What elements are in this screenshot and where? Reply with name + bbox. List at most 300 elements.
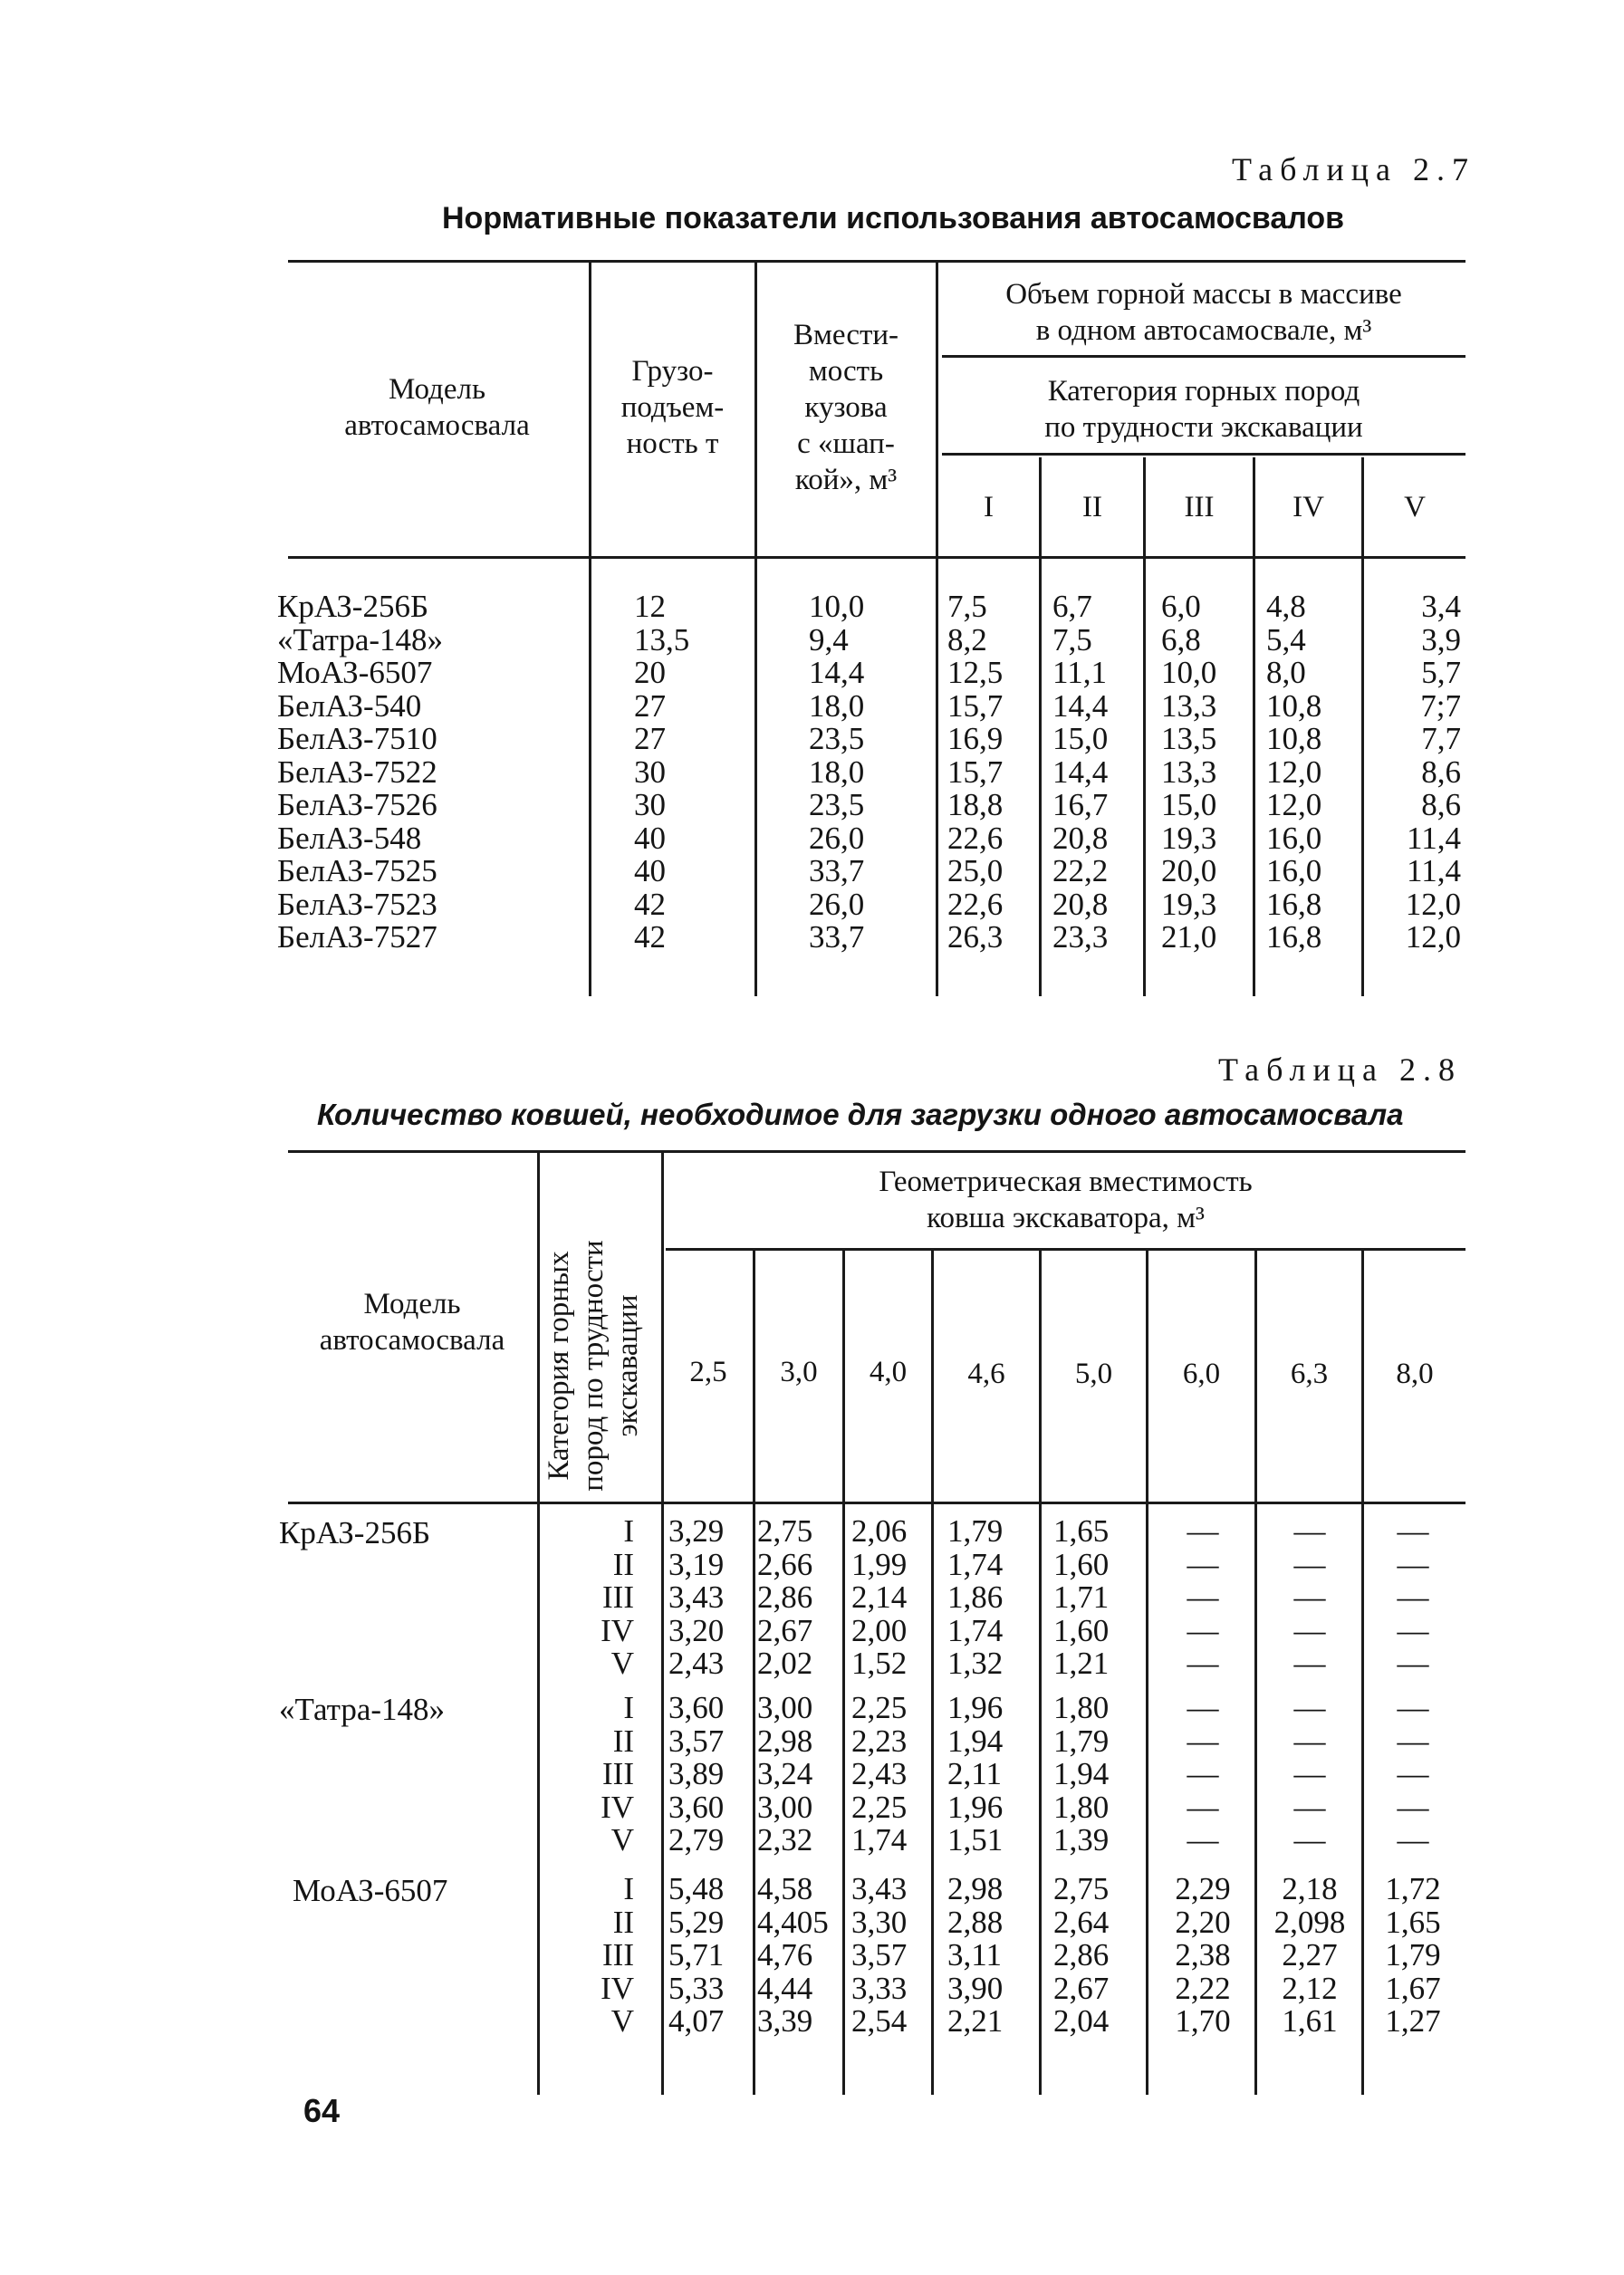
table-cell: 1,67 xyxy=(1385,1970,1441,2006)
table-cell: 33,7 xyxy=(809,853,865,888)
column-c60 xyxy=(1158,1692,1248,1857)
table-cell: 2,098 xyxy=(1273,1904,1346,1940)
group-header-rule xyxy=(942,355,1465,358)
column-divider xyxy=(589,263,591,996)
table-cell: 1,61 xyxy=(1282,2003,1338,2039)
table-cell: 15,7 xyxy=(947,687,1004,724)
table-cell: 5,33 xyxy=(668,1970,725,2006)
table-cell: 2,43 xyxy=(668,1646,725,1681)
table-cell: 1,72 xyxy=(1385,1871,1441,1906)
table-title: Нормативные показатели использования автосамосвалов xyxy=(442,201,1345,235)
header-bucket: 3,0 xyxy=(780,1356,818,1388)
table-label: Таблица 2.8 xyxy=(1218,1051,1462,1088)
table-cell: 5,4 xyxy=(1266,621,1306,658)
table-cell: 2,86 xyxy=(757,1579,813,1615)
table-cell: IV xyxy=(601,1789,634,1825)
table-cell: 3,39 xyxy=(757,2003,813,2039)
header-bucket: 6,3 xyxy=(1290,1358,1329,1390)
table-cell: 23,3 xyxy=(1052,919,1109,955)
table-cell: 2,18 xyxy=(1282,1871,1338,1906)
table-cell: БелАЗ-540 xyxy=(277,687,422,724)
table-cell: 22,2 xyxy=(1052,853,1109,888)
table-cell: 1,74 xyxy=(947,1546,1004,1582)
header-category: IV xyxy=(1292,491,1324,523)
table-cell: 4,76 xyxy=(757,1937,813,1973)
table-cell: 2,66 xyxy=(757,1546,813,1582)
table-cell: 30 xyxy=(634,754,666,790)
table-cell: 10,0 xyxy=(1161,655,1217,690)
table-cell: 42 xyxy=(634,886,666,922)
cat-v-column xyxy=(1370,590,1461,955)
column-divider xyxy=(1361,457,1364,996)
table-cell: 27 xyxy=(634,687,666,724)
table-cell: 1,39 xyxy=(1053,1822,1110,1857)
table-cell: 16,8 xyxy=(1266,919,1322,955)
table-cell: 12 xyxy=(634,589,666,624)
table-cell: 2,04 xyxy=(1053,2003,1110,2039)
table-cell: 2,06 xyxy=(851,1513,908,1549)
table-cell: 2,27 xyxy=(1282,1937,1338,1973)
table-cell: I xyxy=(623,1690,634,1725)
model-column xyxy=(277,590,585,955)
table-cell: 23,5 xyxy=(809,787,865,822)
table-cell: 3,29 xyxy=(668,1513,725,1549)
table-cell: 4,405 xyxy=(757,1904,829,1940)
table-cell: 22,6 xyxy=(947,820,1004,856)
header-category: II xyxy=(1082,491,1102,523)
column-c63 xyxy=(1264,1873,1355,2039)
table-cell: 7,5 xyxy=(1052,621,1092,658)
table-cell: 14,4 xyxy=(1052,687,1109,724)
table-cell: 12,0 xyxy=(1405,919,1461,955)
table-cell: 3,33 xyxy=(851,1970,908,2006)
table-cell: 1,99 xyxy=(851,1546,908,1582)
table-cell: 5,71 xyxy=(668,1937,725,1973)
column-divider xyxy=(936,263,938,996)
table-cell: 3,20 xyxy=(668,1612,725,1648)
table-cell: II xyxy=(612,1546,634,1582)
table-cell: — xyxy=(1397,1612,1429,1648)
header-bucket: 2,5 xyxy=(689,1356,727,1388)
table-cell: 2,38 xyxy=(1175,1937,1231,1973)
table-cell: — xyxy=(1187,1756,1219,1791)
header-group: Объем горной массы в массиве в одном автосамосвале, м³ xyxy=(1005,278,1402,347)
header-group: Геометрическая вместимость ковша экскаватора, м³ xyxy=(879,1166,1253,1234)
table-cell: БелАЗ-7527 xyxy=(277,919,437,955)
cat-iv-column xyxy=(1266,590,1357,955)
table-cell: — xyxy=(1187,1513,1219,1549)
table-cell: 15,7 xyxy=(947,754,1004,790)
table-cell: V xyxy=(610,1822,634,1857)
table-cell: 3,89 xyxy=(668,1756,725,1791)
table-cell: 12,0 xyxy=(1266,787,1322,822)
table-cell: 1,52 xyxy=(851,1646,908,1681)
table-cell: 10,8 xyxy=(1266,721,1322,756)
table-cell: 25,0 xyxy=(947,853,1004,888)
column-divider xyxy=(1143,457,1146,996)
table-cell: 7;7 xyxy=(1420,687,1461,724)
table-cell: — xyxy=(1293,1822,1326,1857)
table-cell: 16,7 xyxy=(1052,787,1109,822)
table-cell: 2,11 xyxy=(947,1756,1002,1791)
table-cell: 2,98 xyxy=(947,1871,1004,1906)
table-cell: 20,8 xyxy=(1052,820,1109,856)
table-cell: 2,14 xyxy=(851,1579,908,1615)
table-cell: 1,65 xyxy=(1053,1513,1110,1549)
table-cell: — xyxy=(1397,1513,1429,1549)
table-label: Таблица 2.7 xyxy=(1232,151,1475,187)
table-cell: 2,02 xyxy=(757,1646,813,1681)
table-cell: 12,0 xyxy=(1405,886,1461,922)
table-cell: 1,94 xyxy=(1053,1756,1110,1791)
table-cell: 20 xyxy=(634,655,666,690)
table-cell: 26,0 xyxy=(809,886,865,922)
table-cell: 4,8 xyxy=(1266,589,1306,624)
group-model: МоАЗ-6507 xyxy=(293,1873,448,1908)
table-cell: 3,9 xyxy=(1421,621,1461,658)
table-cell: 26,0 xyxy=(809,820,865,856)
table-cell: 8,6 xyxy=(1421,787,1461,822)
table-cell: — xyxy=(1293,1723,1326,1759)
column-c60 xyxy=(1158,1873,1248,2039)
cat-i-column xyxy=(947,590,1038,955)
table-cell: 2,88 xyxy=(947,1904,1004,1940)
page-number: 64 xyxy=(303,2092,341,2129)
table-cell: 11,1 xyxy=(1052,655,1107,690)
table-cell: II xyxy=(612,1904,634,1940)
header-category: Категория горных пород по трудности экскавации xyxy=(543,1240,644,1492)
header-subgroup: Категория горных пород по трудности экскавации xyxy=(1044,375,1363,444)
capacity-column xyxy=(634,590,743,955)
column-c30 xyxy=(757,1515,842,1681)
table-cell: 2,25 xyxy=(851,1789,908,1825)
table-cell: — xyxy=(1293,1756,1326,1791)
table-cell: 33,7 xyxy=(809,919,865,955)
column-c50 xyxy=(1053,1515,1144,1681)
table-cell: 3,4 xyxy=(1421,589,1461,624)
table-cell: 3,60 xyxy=(668,1690,725,1725)
table-cell: 10,0 xyxy=(809,589,865,624)
table-cell: 1,51 xyxy=(947,1822,1004,1857)
column-c60 xyxy=(1158,1515,1248,1681)
table-cell: 2,43 xyxy=(851,1756,908,1791)
table-cell: 3,11 xyxy=(947,1937,1002,1973)
table-cell: БелАЗ-7525 xyxy=(277,853,437,888)
table-cell: 3,00 xyxy=(757,1789,813,1825)
table-cell: 1,96 xyxy=(947,1690,1004,1725)
table-cell: 2,54 xyxy=(851,2003,908,2039)
column-c63 xyxy=(1264,1692,1355,1857)
table-cell: 2,25 xyxy=(851,1690,908,1725)
table-cell: 8,6 xyxy=(1421,754,1461,790)
table-cell: 16,8 xyxy=(1266,886,1322,922)
table-cell: V xyxy=(610,2003,634,2039)
table-cell: 2,64 xyxy=(1053,1904,1110,1940)
table-cell: 8,0 xyxy=(1266,655,1306,690)
table-cell: 1,79 xyxy=(1385,1937,1441,1973)
table-cell: 5,7 xyxy=(1421,655,1461,690)
table-cell: 8,2 xyxy=(947,621,987,658)
table-cell: I xyxy=(623,1513,634,1549)
table-cell: 16,0 xyxy=(1266,853,1322,888)
column-c50 xyxy=(1053,1873,1144,2039)
table-cell: 3,57 xyxy=(851,1937,908,1973)
table-cell: — xyxy=(1397,1723,1429,1759)
column-c80 xyxy=(1368,1873,1458,2039)
table-cell: 1,79 xyxy=(947,1513,1004,1549)
table-cell: 26,3 xyxy=(947,919,1004,955)
table-top-rule xyxy=(288,260,1465,263)
table-cell: 1,65 xyxy=(1385,1904,1441,1940)
table-cell: 2,29 xyxy=(1175,1871,1231,1906)
table-cell: МоАЗ-6507 xyxy=(277,655,433,690)
table-cell: 12,0 xyxy=(1266,754,1322,790)
group-model: «Татра-148» xyxy=(279,1692,446,1727)
column-divider xyxy=(537,1153,540,2095)
header-category: V xyxy=(1404,491,1426,523)
table-cell: 13,5 xyxy=(634,621,690,658)
table-cell: — xyxy=(1187,1546,1219,1582)
table-cell: 15,0 xyxy=(1052,721,1109,756)
header-model: Модель автосамосвала xyxy=(344,373,530,442)
table-cell: 16,0 xyxy=(1266,820,1322,856)
table-cell: 14,4 xyxy=(809,655,865,690)
table-cell: 13,5 xyxy=(1161,721,1217,756)
table-cell: — xyxy=(1187,1723,1219,1759)
group-model: КрАЗ-256Б xyxy=(279,1515,431,1550)
table-cell: 1,71 xyxy=(1053,1579,1110,1615)
column-c50 xyxy=(1053,1692,1144,1857)
table-cell: 20,8 xyxy=(1052,886,1109,922)
table-cell: 16,9 xyxy=(947,721,1004,756)
table-cell: 2,12 xyxy=(1282,1970,1338,2006)
column-c46 xyxy=(947,1515,1038,1681)
table-cell: — xyxy=(1397,1756,1429,1791)
column-c80 xyxy=(1368,1692,1458,1857)
column-c40 xyxy=(851,1873,933,2039)
table-cell: 27 xyxy=(634,721,666,756)
header-bucket: 4,0 xyxy=(869,1356,908,1388)
table-cell: — xyxy=(1187,1690,1219,1725)
table-cell: 13,3 xyxy=(1161,754,1217,790)
table-cell: 3,00 xyxy=(757,1690,813,1725)
table-cell: 1,86 xyxy=(947,1579,1004,1615)
table-cell: 42 xyxy=(634,919,666,955)
table-cell: «Татра-148» xyxy=(277,621,444,658)
table-cell: — xyxy=(1397,1646,1429,1681)
table-cell: 1,96 xyxy=(947,1789,1004,1825)
table-cell: 5,29 xyxy=(668,1904,725,1940)
table-cell: 1,74 xyxy=(851,1822,908,1857)
table-cell: 3,60 xyxy=(668,1789,725,1825)
table-cell: — xyxy=(1397,1822,1429,1857)
table-cell: IV xyxy=(601,1612,634,1648)
table-cell: 3,57 xyxy=(668,1723,725,1759)
header-capacity: Грузо- подъем- ность т xyxy=(620,355,725,460)
table-cell: 10,8 xyxy=(1266,687,1322,724)
table-cell: 1,60 xyxy=(1053,1612,1110,1648)
table-cell: 3,43 xyxy=(851,1871,908,1906)
header-category: I xyxy=(984,491,994,523)
table-cell: — xyxy=(1397,1579,1429,1615)
table-top-rule xyxy=(288,1150,1465,1153)
table-cell: 6,7 xyxy=(1052,589,1092,624)
table-cell: — xyxy=(1187,1579,1219,1615)
table-cell: 7,5 xyxy=(947,589,987,624)
table-cell: IV xyxy=(601,1970,634,2006)
table-cell: 1,27 xyxy=(1385,2003,1441,2039)
table-cell: БелАЗ-7526 xyxy=(277,787,437,822)
column-c46 xyxy=(947,1873,1038,2039)
header-bucket: 6,0 xyxy=(1182,1358,1221,1390)
column-c63 xyxy=(1264,1515,1355,1681)
table-cell: 21,0 xyxy=(1161,919,1217,955)
table-cell: БелАЗ-548 xyxy=(277,820,422,856)
table-cell: 4,44 xyxy=(757,1970,813,2006)
column-c25 xyxy=(668,1873,752,2039)
table-cell: 13,3 xyxy=(1161,687,1217,724)
column-c25 xyxy=(668,1515,752,1681)
table-cell: — xyxy=(1187,1612,1219,1648)
table-cell: 40 xyxy=(634,820,666,856)
table-cell: 7,7 xyxy=(1421,721,1461,756)
column-divider xyxy=(1039,457,1042,996)
column-cats xyxy=(543,1873,634,2039)
header-bucket: 4,6 xyxy=(967,1358,1005,1390)
header-category: III xyxy=(1184,491,1215,523)
column-c30 xyxy=(757,1692,842,1857)
table-cell: 4,07 xyxy=(668,2003,725,2039)
subgroup-header-rule xyxy=(942,453,1465,456)
table-cell: 18,8 xyxy=(947,787,1004,822)
table-cell: 2,79 xyxy=(668,1822,725,1857)
table-cell: II xyxy=(612,1723,634,1759)
table-cell: 2,86 xyxy=(1053,1937,1110,1973)
table-cell: 19,3 xyxy=(1161,886,1217,922)
table-header-rule xyxy=(288,1502,1465,1504)
table-cell: — xyxy=(1293,1612,1326,1648)
table-cell: 23,5 xyxy=(809,721,865,756)
column-c80 xyxy=(1368,1515,1458,1681)
table-cell: 3,30 xyxy=(851,1904,908,1940)
cat-iii-column xyxy=(1161,590,1252,955)
table-cell: — xyxy=(1397,1789,1429,1825)
table-cell: III xyxy=(602,1756,634,1791)
table-cell: 18,0 xyxy=(809,754,865,790)
table-cell: 14,4 xyxy=(1052,754,1109,790)
table-cell: 1,32 xyxy=(947,1646,1004,1681)
table-cell: 1,70 xyxy=(1175,2003,1231,2039)
table-cell: 3,19 xyxy=(668,1546,725,1582)
table-cell: 2,98 xyxy=(757,1723,813,1759)
table-cell: — xyxy=(1187,1822,1219,1857)
table-cell: КрАЗ-256Б xyxy=(277,589,429,624)
table-cell: 1,94 xyxy=(947,1723,1004,1759)
table-cell: — xyxy=(1293,1579,1326,1615)
table-cell: — xyxy=(1293,1513,1326,1549)
table-cell: 9,4 xyxy=(809,621,849,658)
table-cell: 1,60 xyxy=(1053,1546,1110,1582)
column-divider xyxy=(661,1153,664,2095)
table-cell: 6,0 xyxy=(1161,589,1201,624)
table-cell: 2,67 xyxy=(757,1612,813,1648)
table-cell: 12,5 xyxy=(947,655,1004,690)
table-cell: 2,75 xyxy=(1053,1871,1110,1906)
table-cell: 20,0 xyxy=(1161,853,1217,888)
header-model: Модель автосамосвала xyxy=(319,1288,505,1357)
table-cell: 2,23 xyxy=(851,1723,908,1759)
column-c40 xyxy=(851,1692,933,1857)
table-cell: 1,80 xyxy=(1053,1789,1110,1825)
table-cell: 2,00 xyxy=(851,1612,908,1648)
table-cell: — xyxy=(1293,1789,1326,1825)
table-cell: V xyxy=(610,1646,634,1681)
group-header-rule xyxy=(666,1248,1465,1251)
table-cell: 2,22 xyxy=(1175,1970,1231,2006)
table-cell: 3,90 xyxy=(947,1970,1004,2006)
table-cell: — xyxy=(1397,1546,1429,1582)
column-cats xyxy=(543,1515,634,1681)
table-cell: 5,48 xyxy=(668,1871,725,1906)
table-cell: 22,6 xyxy=(947,886,1004,922)
table-cell: БелАЗ-7522 xyxy=(277,754,437,790)
table-header-rule xyxy=(288,556,1465,559)
column-c25 xyxy=(668,1692,752,1857)
table-cell: 15,0 xyxy=(1161,787,1217,822)
table-cell: 3,43 xyxy=(668,1579,725,1615)
table-cell: — xyxy=(1293,1690,1326,1725)
table-cell: 4,58 xyxy=(757,1871,813,1906)
table-cell: 19,3 xyxy=(1161,820,1217,856)
table-cell: 3,24 xyxy=(757,1756,813,1791)
table-cell: 1,79 xyxy=(1053,1723,1110,1759)
table-cell: БелАЗ-7523 xyxy=(277,886,437,922)
table-cell: 2,21 xyxy=(947,2003,1004,2039)
table-cell: — xyxy=(1397,1690,1429,1725)
table-cell: — xyxy=(1293,1646,1326,1681)
table-cell: 40 xyxy=(634,853,666,888)
column-divider xyxy=(754,263,757,996)
table-cell: 2,32 xyxy=(757,1822,813,1857)
table-cell: 2,20 xyxy=(1175,1904,1231,1940)
header-bucket: 8,0 xyxy=(1396,1358,1434,1390)
table-cell: 2,67 xyxy=(1053,1970,1110,2006)
table-cell: III xyxy=(602,1937,634,1973)
table-cell: 2,75 xyxy=(757,1513,813,1549)
table-title: Количество ковшей, необходимое для загрузки одного автосамосвала xyxy=(317,1098,1404,1131)
table-cell: 6,8 xyxy=(1161,621,1201,658)
table-cell: 1,80 xyxy=(1053,1690,1110,1725)
column-c30 xyxy=(757,1873,842,2039)
table-cell: — xyxy=(1187,1646,1219,1681)
cat-ii-column xyxy=(1052,590,1143,955)
table-cell: 11,4 xyxy=(1407,853,1461,888)
column-cats xyxy=(543,1692,634,1857)
table-cell: БелАЗ-7510 xyxy=(277,721,437,756)
table-cell: — xyxy=(1187,1789,1219,1825)
column-divider xyxy=(1253,457,1255,996)
table-cell: III xyxy=(602,1579,634,1615)
table-cell: 11,4 xyxy=(1407,820,1461,856)
column-c46 xyxy=(947,1692,1038,1857)
volume-column xyxy=(809,590,918,955)
table-cell: — xyxy=(1293,1546,1326,1582)
header-volume: Вмести- мость кузова с «шап- кой», м³ xyxy=(793,319,899,496)
table-cell: 18,0 xyxy=(809,687,865,724)
table-cell: 30 xyxy=(634,787,666,822)
table-cell: 1,21 xyxy=(1053,1646,1110,1681)
table-cell: I xyxy=(623,1871,634,1906)
